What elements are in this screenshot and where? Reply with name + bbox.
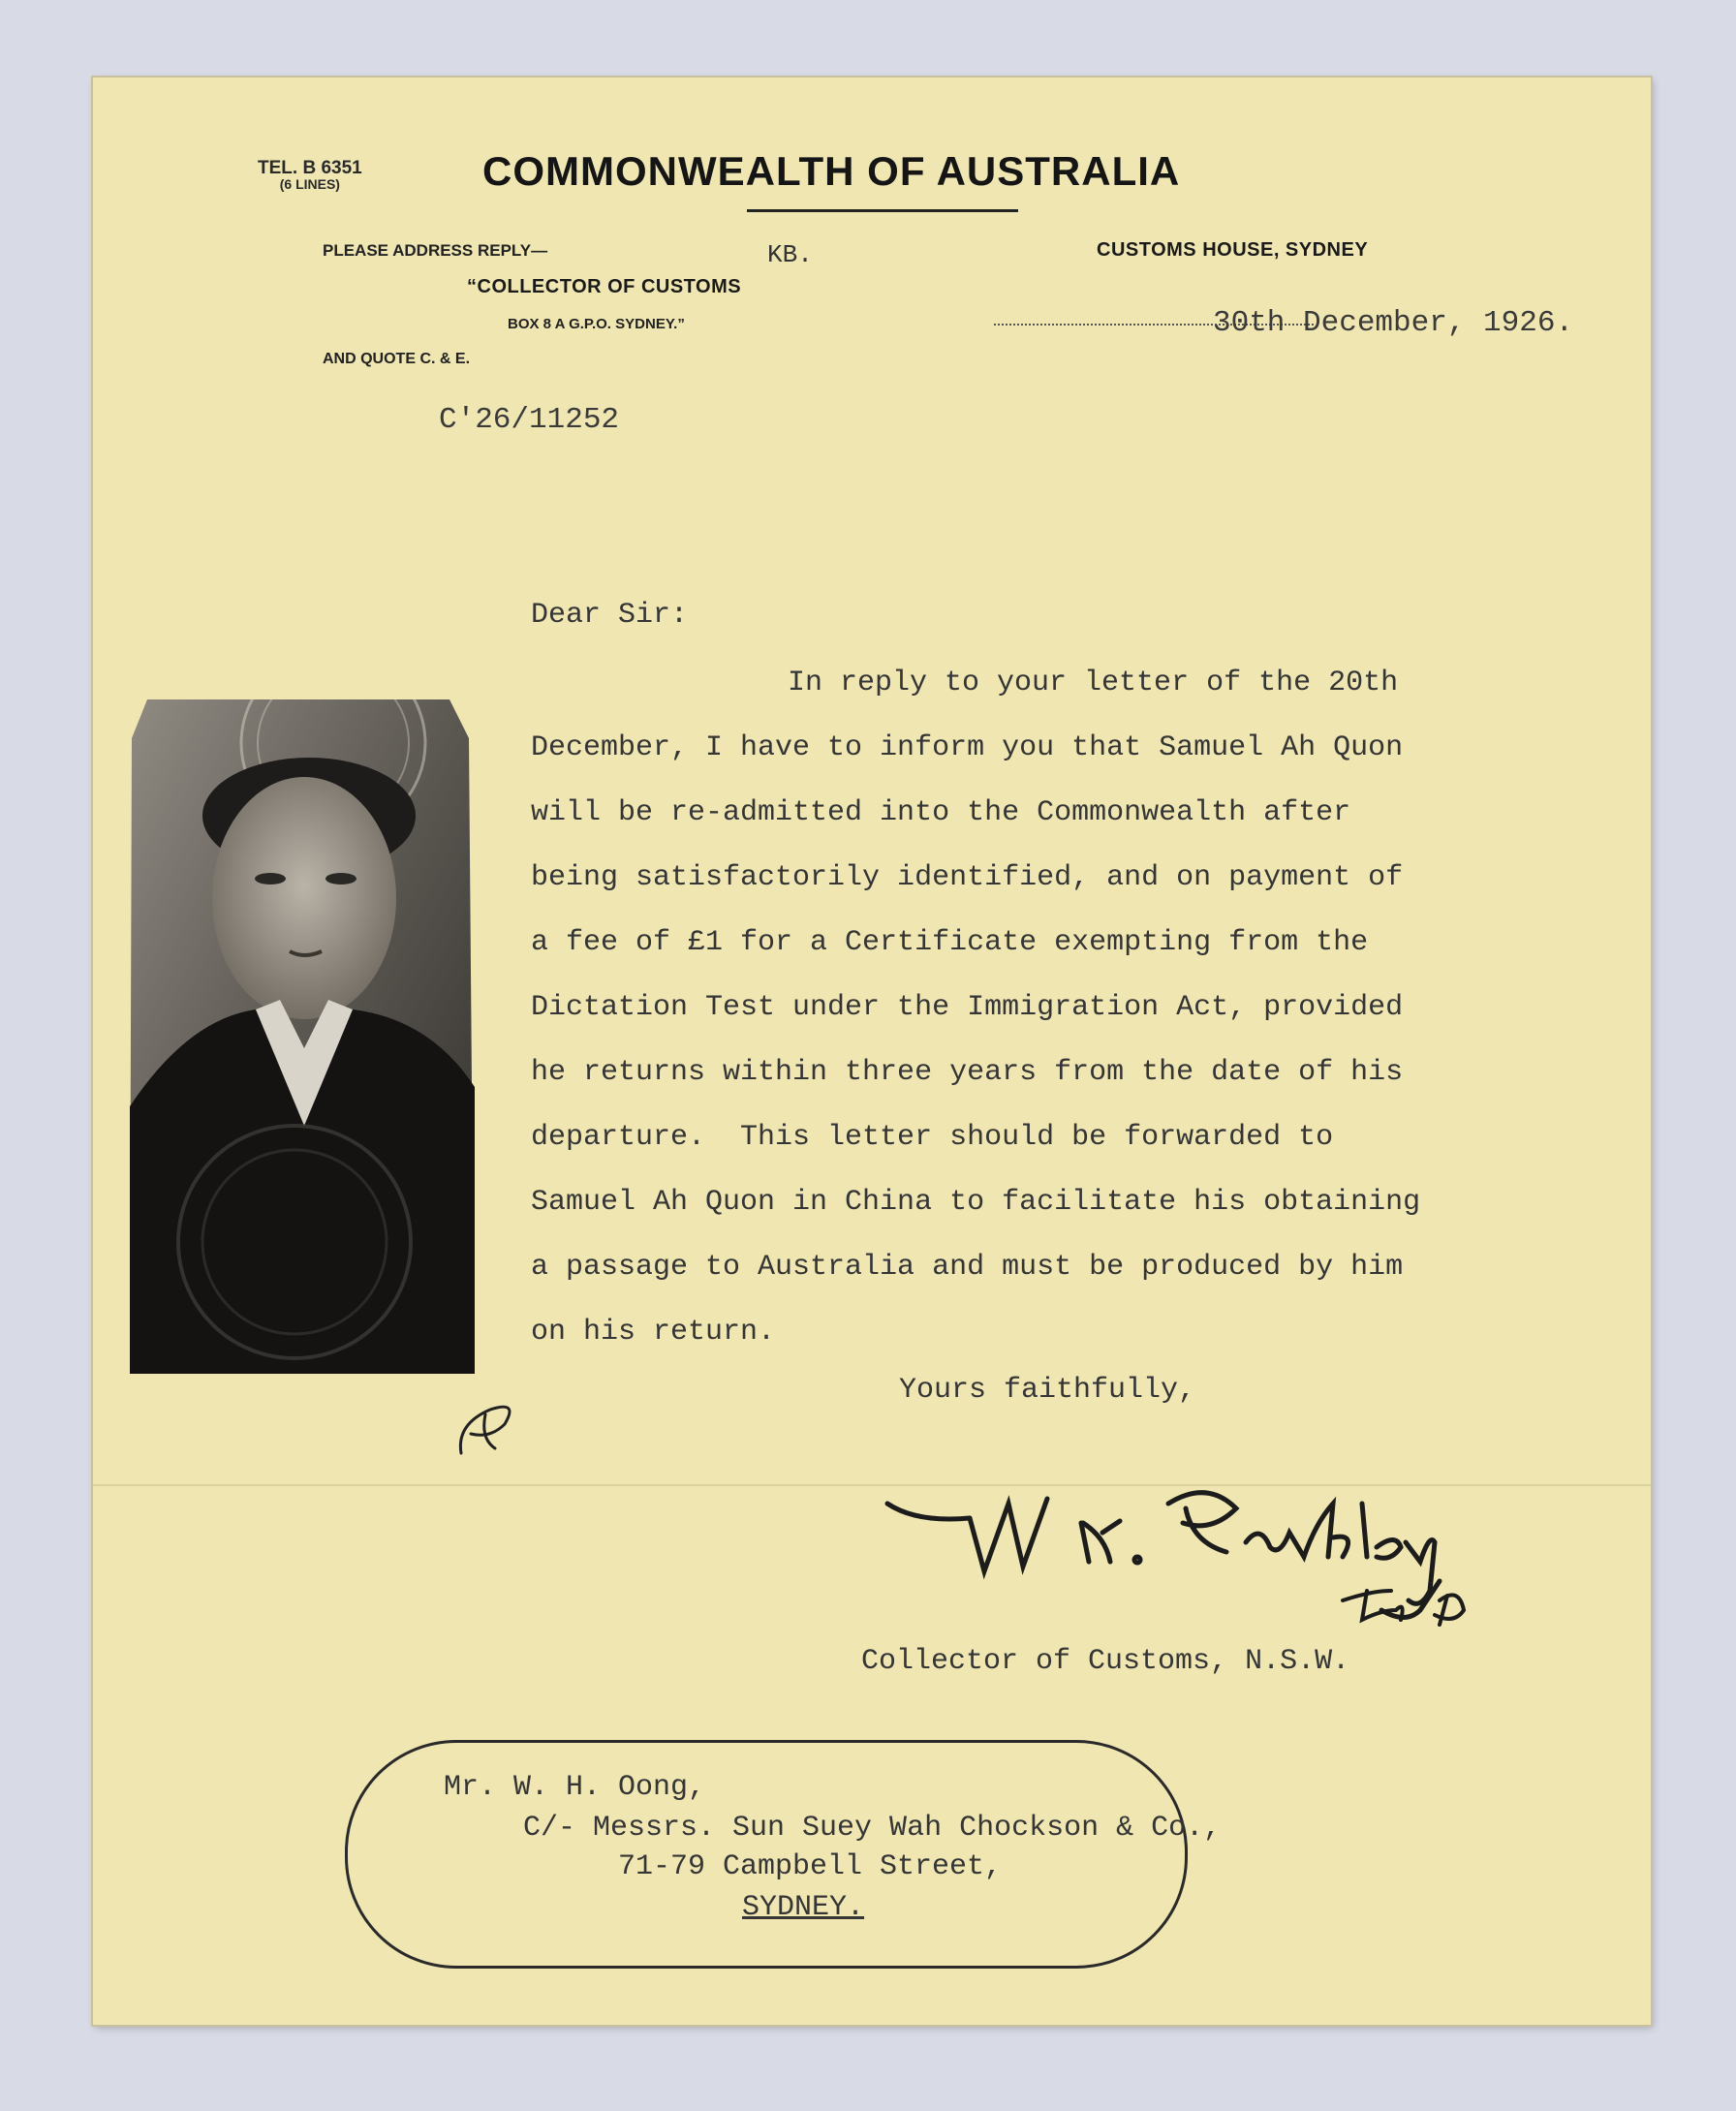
letter-date: 30th December, 1926.	[1213, 306, 1574, 340]
body-line: In reply to your letter of the 20th	[788, 667, 1399, 699]
salutation: Dear Sir:	[531, 599, 689, 632]
telephone-number: TEL. B 6351 (6 LINES)	[258, 158, 362, 192]
typist-initials: KB.	[767, 240, 813, 269]
letterhead-title: COMMONWEALTH OF AUSTRALIA	[482, 148, 1181, 194]
body-line: a passage to Australia and must be produced by him	[531, 1251, 1404, 1284]
address-line: 71-79 Campbell Street,	[618, 1850, 1003, 1883]
mark-drawing	[451, 1395, 529, 1463]
body-line: a fee of £1 for a Certificate exempting from the	[531, 926, 1369, 959]
signatory-title: Collector of Customs, N.S.W.	[861, 1645, 1350, 1678]
title-underline	[747, 209, 1018, 212]
letter-body	[531, 651, 1606, 1365]
address-line: SYDNEY.	[742, 1891, 865, 1924]
portrait-photo	[130, 699, 477, 1374]
quote-line: AND QUOTE C. & E.	[323, 351, 471, 367]
address-line: Mr. W. H. Oong,	[444, 1771, 706, 1804]
body-line: will be re-admitted into the Commonwealth after	[531, 796, 1351, 829]
portrait-photo-image	[130, 699, 477, 1374]
box-line: BOX 8 A G.P.O. SYDNEY.”	[508, 316, 685, 332]
body-line: Dictation Test under the Immigration Act, provided	[531, 991, 1404, 1024]
reply-instruction: PLEASE ADDRESS REPLY—	[323, 241, 548, 260]
handwritten-mark	[451, 1395, 529, 1468]
letter-sheet	[93, 78, 1651, 2025]
signature-drawing	[878, 1465, 1556, 1630]
body-line: being satisfactorily identified, and on payment of	[531, 861, 1404, 894]
collector-line: “COLLECTOR OF CUSTOMS	[467, 276, 742, 297]
reference-number: C'26/11252	[439, 403, 620, 437]
body-line: December, I have to inform you that Samuel Ah Quon	[531, 731, 1404, 764]
body-line: on his return.	[531, 1316, 776, 1349]
closing: Yours faithfully,	[899, 1374, 1196, 1407]
body-line: he returns within three years from the date of his	[531, 1056, 1404, 1089]
address-line: C/- Messrs. Sun Suey Wah Chockson & Co.,	[523, 1812, 1222, 1845]
body-line: Samuel Ah Quon in China to facilitate his obtaining	[531, 1186, 1421, 1219]
body-line: departure. This letter should be forwarded to	[531, 1121, 1334, 1154]
handwritten-signature	[878, 1465, 1556, 1634]
customs-house-address: CUSTOMS HOUSE, SYDNEY	[1097, 239, 1369, 261]
